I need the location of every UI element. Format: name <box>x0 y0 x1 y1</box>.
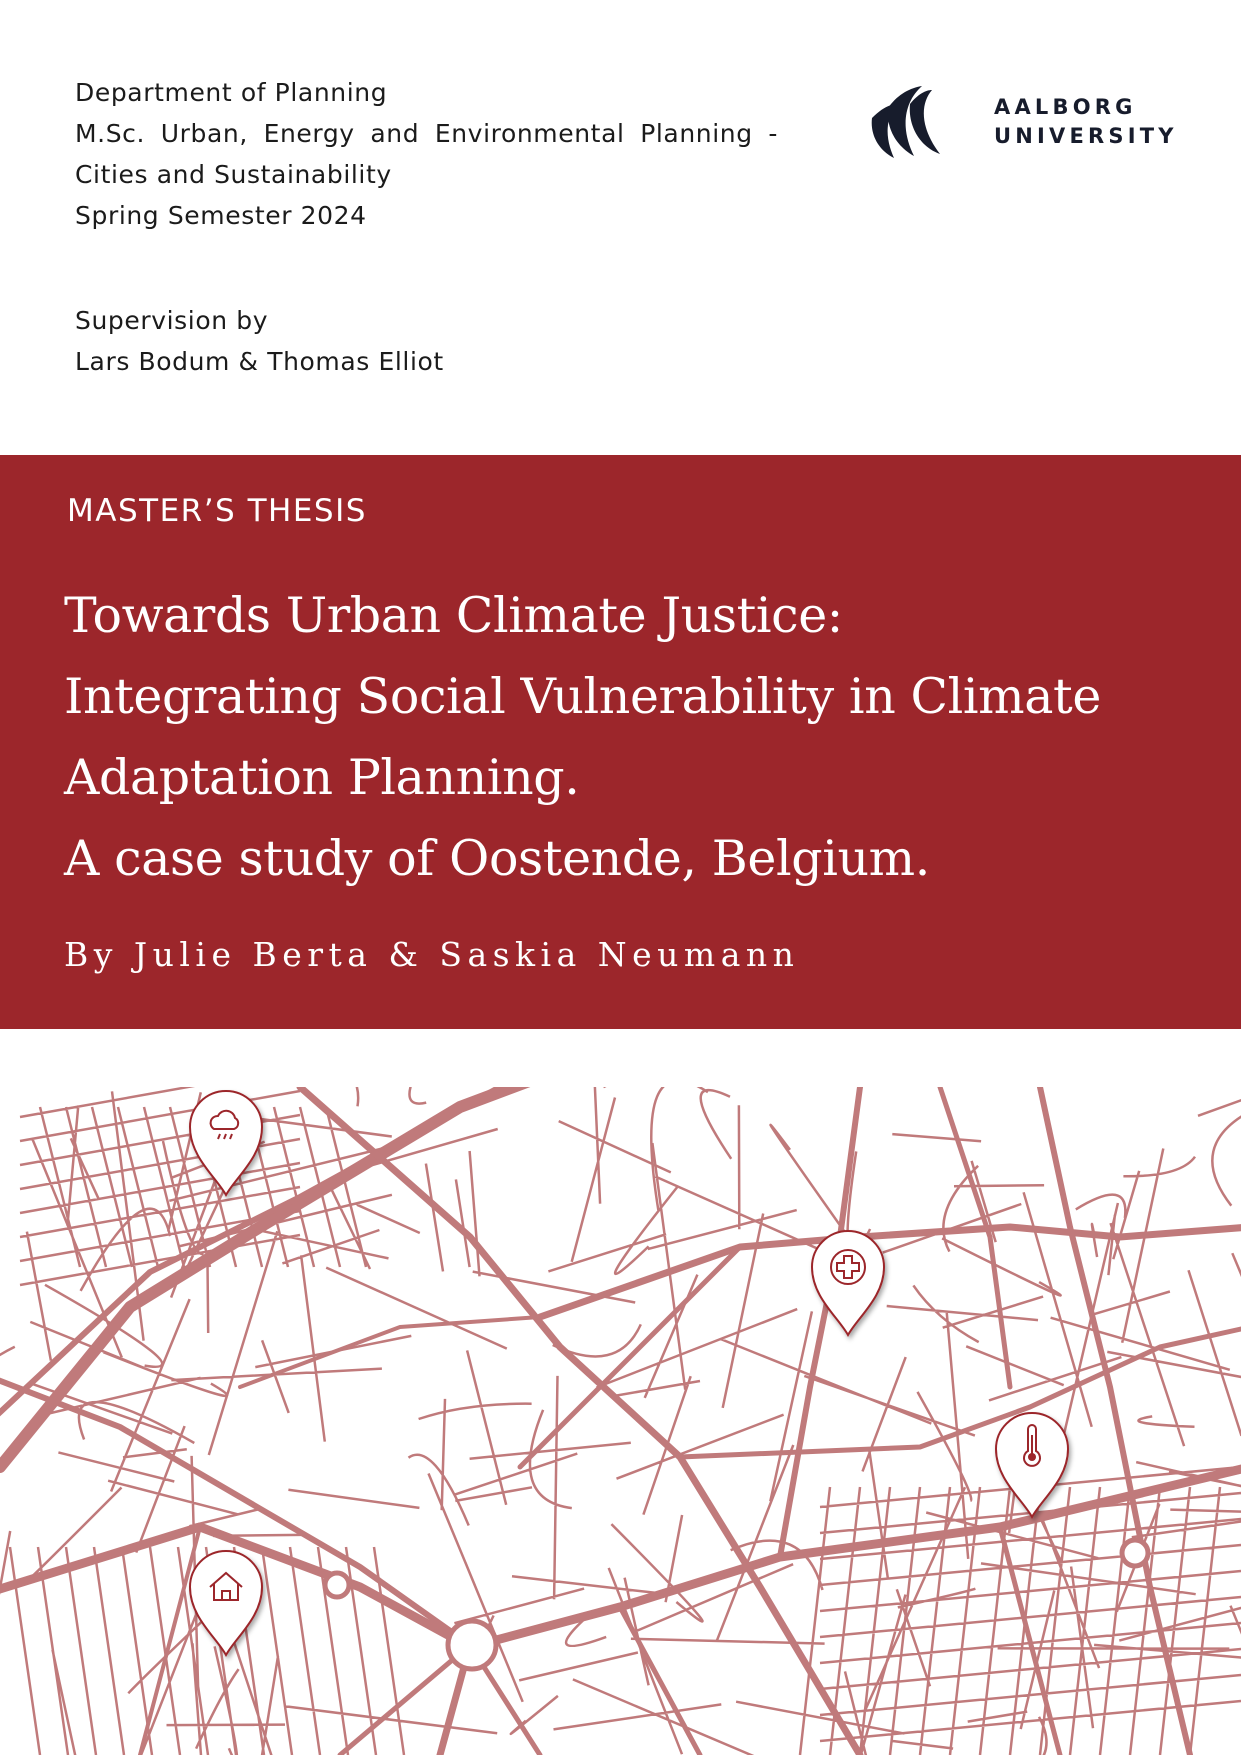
title-line: Adaptation Planning. <box>64 749 580 806</box>
aalborg-university-logo <box>870 84 1178 160</box>
program-line-2: Cities and Sustainability <box>75 160 392 189</box>
logo-wordmark <box>994 93 1178 151</box>
street-map-illustration <box>0 1087 1241 1755</box>
map-pin <box>190 1551 262 1655</box>
supervision-block <box>75 300 444 382</box>
program-word: Environmental <box>434 119 625 148</box>
map-pin <box>190 1091 262 1195</box>
authors: By Julie Berta & Saskia Neumann <box>64 935 800 974</box>
program-word: Energy <box>263 119 355 148</box>
supervisors: Lars Bodum & Thomas Elliot <box>75 347 444 376</box>
title-line: Towards Urban Climate Justice: <box>64 587 843 644</box>
logo-line-2: UNIVERSITY <box>994 124 1178 148</box>
program-word: - <box>768 119 778 148</box>
supervision-label: Supervision by <box>75 306 269 335</box>
thesis-title <box>64 575 1101 899</box>
document-type-label: MASTER’S THESIS <box>67 493 367 529</box>
logo-line-1: AALBORG <box>994 95 1137 119</box>
title-band <box>0 455 1241 1029</box>
title-line: Integrating Social Vulnerability in Climate <box>64 668 1101 725</box>
program-word: and <box>370 119 420 148</box>
semester: Spring Semester 2024 <box>75 201 367 230</box>
program-word: Planning <box>640 119 753 148</box>
department: Department of Planning <box>75 78 388 107</box>
program-info <box>75 72 778 236</box>
program-line-1 <box>75 113 778 154</box>
title-line: A case study of Oostende, Belgium. <box>64 830 930 887</box>
map-pin <box>996 1413 1068 1517</box>
program-word: M.Sc. <box>75 119 146 148</box>
wave-logo-icon <box>870 84 944 160</box>
program-word: Urban, <box>160 119 248 148</box>
